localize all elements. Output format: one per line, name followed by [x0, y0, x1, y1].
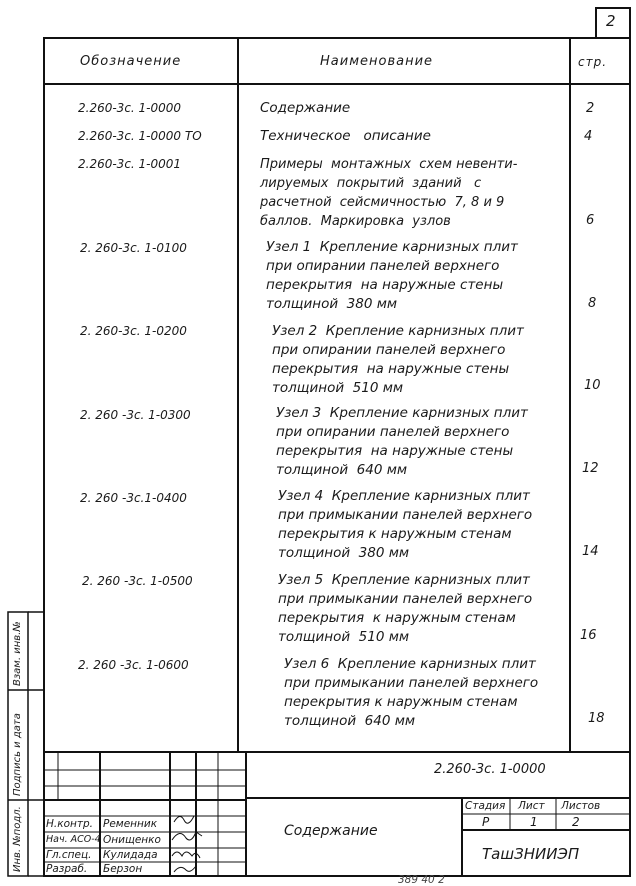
person-name: Кулидада — [103, 849, 158, 861]
row-page: 4 — [584, 129, 593, 144]
role-label: Гл.спец. — [46, 849, 92, 861]
row-name: Узел 2 Крепление карнизных плит при опирании панелей верхнего перекрытия на наружные стены толщиной 510 мм — [272, 323, 524, 396]
row-page: 12 — [582, 461, 599, 476]
row-name: Узел 3 Крепление карнизных плит при опирании панелей верхнего перекрытия на наружные стены толщиной 640 мм — [276, 405, 528, 478]
row-code: 2. 260-3с. 1-0200 — [80, 324, 187, 338]
footer-note: 389 40 2 — [398, 874, 445, 886]
organization: ТашЗНИИЭП — [482, 845, 580, 863]
role-label: Разраб. — [46, 863, 88, 875]
side-stamp-inv-orig: Инв. №подл. — [12, 806, 23, 872]
row-page: 14 — [582, 544, 599, 559]
row-code: 2. 260 -3с. 1-0500 — [82, 574, 193, 588]
sheet-value: 1 — [530, 815, 538, 829]
row-code: 2. 260-3с. 1-0100 — [80, 241, 187, 255]
side-stamp-sign-date: Подпись и дата — [12, 713, 23, 796]
row-name: Узел 6 Крепление карнизных плит при примыкании панелей верхнего перекрытия к наружным стенам толщиной 640 мм — [284, 656, 539, 729]
sheet-label: Лист — [518, 800, 545, 812]
row-code: 2.260-3с. 1-0001 — [78, 157, 182, 171]
row-code: 2. 260 -3с. 1-0600 — [78, 658, 189, 672]
person-name: Онищенко — [103, 834, 161, 846]
row-page: 8 — [588, 296, 597, 311]
row-code: 2.260-3с. 1-0000 — [78, 101, 182, 115]
sheet-number: 2 — [606, 12, 616, 30]
row-name: Содержание — [260, 100, 351, 116]
row-page: 16 — [580, 628, 597, 643]
stage-label: Стадия — [465, 800, 506, 812]
header-page: стр. — [578, 55, 608, 69]
row-code: 2.260-3с. 1-0000 ТО — [78, 129, 202, 143]
header-designation: Обозначение — [80, 54, 182, 69]
row-name: Узел 4 Крепление карнизных плит при примыкании панелей верхнего перекрытия к наружным стенам толщиной 380 мм — [278, 488, 533, 561]
row-page: 2 — [586, 101, 595, 116]
row-name: Примеры монтажных схем невенти- лируемых покрытий зданий с расчетной сейсмичностью 7, 8 и 9 баллов. Маркировка узлов — [260, 157, 518, 229]
role-label: Н.контр. — [46, 818, 93, 830]
row-page: 6 — [586, 213, 595, 228]
sheets-label: Листов — [561, 800, 601, 812]
person-name: Ременник — [103, 818, 158, 830]
row-name: Узел 1 Крепление карнизных плит при опирании панелей верхнего перекрытия на наружные стены толщиной 380 мм — [266, 239, 518, 312]
row-code: 2. 260 -3с.1-0400 — [80, 491, 187, 505]
role-label: Нач. АСО-4 — [46, 834, 101, 845]
sheets-value: 2 — [572, 815, 580, 829]
document-title: Содержание — [284, 823, 378, 839]
row-page: 10 — [584, 378, 601, 393]
row-page: 18 — [588, 711, 605, 726]
row-name: Техническое описание — [260, 128, 431, 144]
document-code: 2.260-3с. 1-0000 — [434, 762, 546, 777]
header-name: Наименование — [320, 54, 434, 69]
person-name: Берзон — [103, 863, 143, 875]
row-name: Узел 5 Крепление карнизных плит при примыкании панелей верхнего перекрытия к наружным стенам толщиной 510 мм — [278, 572, 533, 645]
stage-value: Р — [482, 815, 490, 829]
side-stamp-replace-inv: Взам. инв.№ — [12, 621, 23, 686]
row-code: 2. 260 -3с. 1-0300 — [80, 408, 191, 422]
